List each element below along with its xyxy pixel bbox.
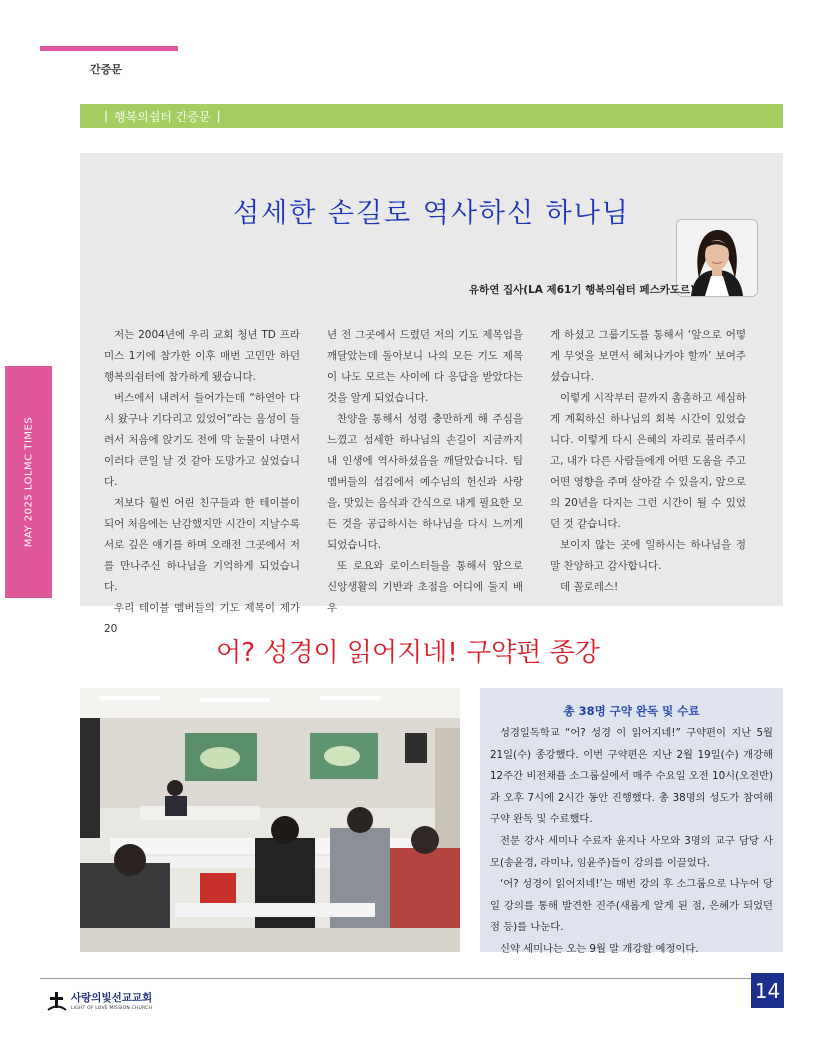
paragraph: 전문 강사 세미나 수료자 윤지나 사모와 3명의 교구 담당 사모(송윤경, 라미나, 임윤주)들이 강의를 이끌었다.	[490, 834, 773, 869]
church-name-en: LIGHT OF LOVE MISSION CHURCH	[71, 1006, 153, 1011]
side-tab	[5, 366, 52, 598]
testimony-article	[80, 153, 783, 635]
paragraph: 저보다 훨씬 어린 친구들과 한 테이블이 되어 처음에는 난감했지만 시간이 지날수록 서로 깊은 얘기를 하며 오래전 그곳에서 저를 만나주신 하나님을 기억하게 되었습니다.	[104, 497, 300, 593]
article-byline: 유하연 집사(LA 제61기 행복의쉼터 페스카도르)	[468, 284, 695, 296]
paragraph: 성경일독학교 “어? 성경 이 읽어지네!” 구약편이 지난 5월 21일(수) 종강했다. 이번 구약편은 지난 2월 19일(수) 개강해 12주간 비전채플 소그룹실에서 매주 수요일 오전 10시(오전반)과 오후 7시에 2시간 동안 진행했다. 총 38명의 성도가 참여해 구약 완독 및 수료했다.	[490, 727, 773, 826]
paragraph: ‘어? 성경이 읽어지네!’는 매번 강의 후 소그룹으로 나누어 당일 강의를 통해 발견한 진주(새롭게 알게 된 점, 은혜가 되었던 점 등)를 나눈다.	[490, 878, 773, 934]
paragraph: 데 꼴로레스!	[560, 581, 619, 593]
church-logo	[47, 990, 152, 1011]
paragraph: 또 로요와 로이스터들을 통해서 앞으로 신앙생활의 기반과 초점을 어디에 둘지 배우	[327, 560, 523, 614]
paragraph: 신약 세미나는 오는 9월 말 개강할 예정이다.	[500, 942, 699, 955]
banner-pipe-right: |	[216, 109, 221, 123]
classroom-photo-image	[80, 688, 460, 952]
news-headline: 어? 성경이 읽어지네! 구약편 종강	[216, 638, 600, 668]
church-name-ko: 사랑의빛선교교회	[71, 992, 153, 1004]
classroom-photo	[80, 688, 460, 952]
article-title: 섬세한 손길로 역사하신 하나님	[233, 198, 630, 229]
info-box-title: 총 38명 구약 완독 및 수료	[563, 704, 700, 718]
footer-divider	[40, 978, 752, 979]
paragraph: 우리 테이블 멤버들의 기도 제목이 제가 20	[104, 602, 300, 635]
section-label: 간증문	[90, 63, 122, 76]
paragraph: 찬양을 통해서 성령 충만하게 해 주심을 느꼈고 섬세한 하나님의 손길이 지금까지 내 인생에 역사하셨음을 깨달았습니다. 팀멤버들의 섬김에서 예수님의 헌신과 사랑을, 맛있는 음식과 간식으로 내게 필요한 모든 것을 공급하시는 하나님을 다시 느끼게 되었습니다.	[327, 413, 523, 551]
church-cross-icon	[47, 991, 67, 1011]
news-info-box	[480, 688, 783, 955]
side-tab-text: MAY 2025 LOLMC TIMES	[23, 416, 34, 548]
paragraph: 년 전 그곳에서 드렸던 저의 기도 제목임을 깨달았는데 돌아보니 나의 모든 기도 제목이 나도 모르는 사이에 다 응답을 받았다는 것을 알게 되었습니다.	[327, 329, 523, 404]
section-banner	[80, 104, 783, 128]
paragraph: 버스에서 내려서 들어가는데 “하연아 다시 왔구나 기다리고 있었어”라는 음성이 들려서 처음에 앉기도 전에 막 눈물이 나면서 이러다 큰일 날 것 같아 도망가고 싶었습니다.	[104, 392, 300, 488]
banner-label: 행복의쉼터 간증문	[114, 109, 211, 124]
paragraph: 저는 2004년에 우리 교회 청년 TD 프라미스 1기에 참가한 이후 매번 고민만 하던 행복의쉼터에 참가하게 됐습니다.	[104, 329, 300, 383]
article-column-3	[550, 325, 746, 598]
top-accent-bar	[40, 46, 178, 51]
banner-pipe-left: |	[104, 109, 109, 123]
info-box-body	[490, 723, 773, 961]
article-column-2	[327, 325, 523, 619]
paragraph: 보이지 않는 곳에 일하시는 하나님을 정말 찬양하고 감사합니다.	[550, 539, 746, 572]
paragraph: 게 하셨고 그룹기도를 통해서 ‘앞으로 어떻게 무엇을 보면서 헤쳐나가야 할까’ 보여주셨습니다.	[550, 329, 746, 383]
paragraph: 이렇게 시작부터 끝까지 촘촘하고 세심하게 계획하신 하나님의 회복 시간이 있었습니다. 이렇게 다시 은혜의 자리로 불러주시고, 내가 다른 사람들에게 어떤 도움을 주고 어떤 영향을 주며 살아갈 수 있을지, 앞으로의 20년을 다지는 그런 시간이 될 수 있었던 것 같습니다.	[550, 392, 746, 530]
page-number: 14	[751, 973, 784, 1008]
article-column-1	[104, 325, 300, 640]
